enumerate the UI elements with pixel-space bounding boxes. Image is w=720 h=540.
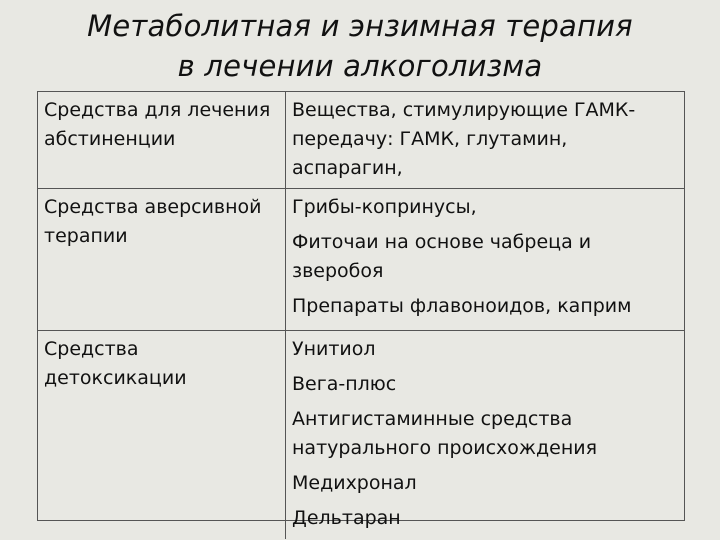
substance-entry: Фиточаи на основе чабреца и зверобоя — [292, 231, 592, 282]
title-line-2: в лечении алкоголизма — [177, 49, 543, 83]
substances-cell — [286, 189, 685, 331]
substance-entry: Антигистаминные средства натурального происхождения — [292, 408, 598, 459]
substances-cell — [286, 331, 685, 540]
substance-entry: Вега-плюс — [292, 373, 397, 395]
substance-entry: Грибы-копринусы, — [292, 196, 477, 218]
slide-title — [0, 6, 720, 86]
substance-entry: Унитиол — [292, 338, 376, 360]
category-cell: Средства детоксикации — [38, 331, 286, 540]
substance-entry: Вещества, стимулирующие ГАМК-передачу: ГАМК, глутамин, аспарагин, — [292, 99, 636, 179]
substance-entry: Дельтаран — [292, 507, 401, 529]
table-row — [38, 92, 684, 189]
title-line-1: Метаболитная и энзимная терапия — [87, 9, 633, 43]
therapy-table — [37, 91, 685, 529]
substance-entry: Медихронал — [292, 472, 417, 494]
substance-entry: Препараты флавоноидов, каприм — [292, 295, 632, 317]
table-row — [38, 331, 684, 540]
table-row — [38, 189, 684, 331]
category-cell: Средства аверсивной терапии — [38, 189, 286, 331]
substances-cell — [286, 92, 685, 189]
category-cell: Средства для лечения абстиненции — [38, 92, 286, 189]
